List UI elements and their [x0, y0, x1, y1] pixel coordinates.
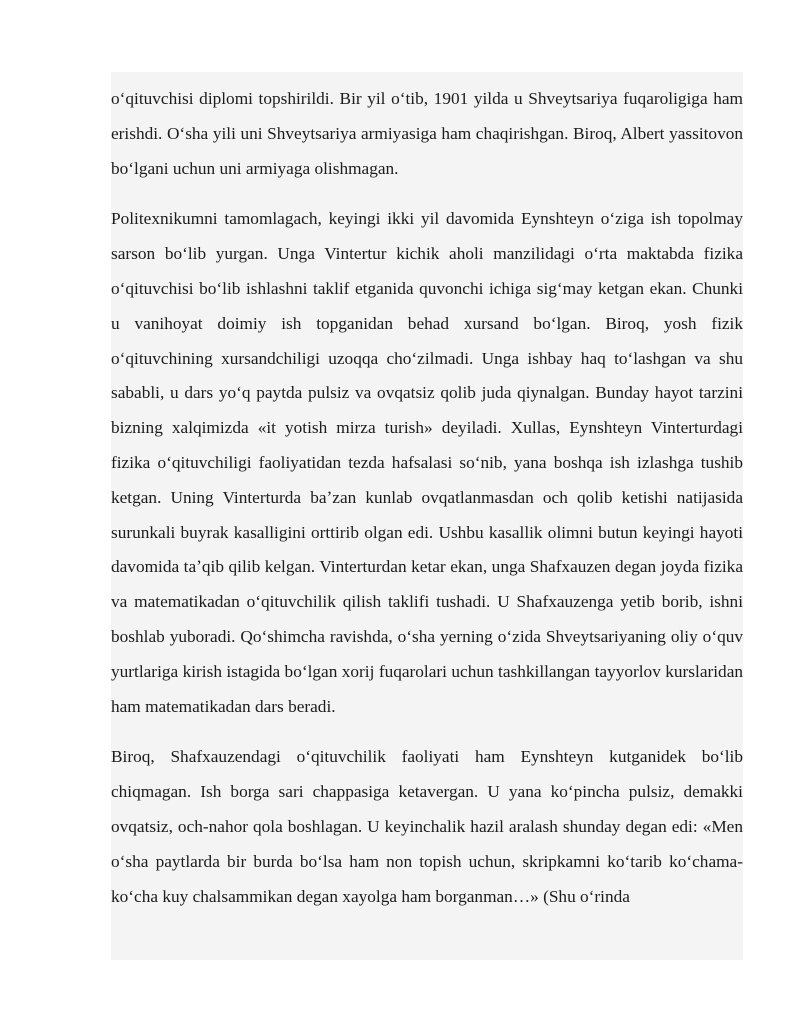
paragraph: Biroq, Shafxauzendagi oʻqituvchilik faoliyati ham Eynshteyn kutganidek boʻlib chiqmagan. Ish borga sari chappasiga ketavergan. U yana koʻpincha pulsiz, demakki ovqatsiz, och-nahor qola boshlagan. U keyinchalik hazil aralash shunday degan edi: «Men oʻsha paytlarda bir burda boʻlsa ham non topish uchun, skripkamni koʻtarib koʻchama-koʻcha kuy chalsammikan degan xayolga ham borganman…» (Shu oʻrinda [111, 747, 743, 906]
paragraph: oʻqituvchisi diplomi topshirildi. Bir yil oʻtib, 1901 yilda u Shveytsariya fuqaroligiga ham erishdi. Oʻsha yili uni Shveytsariya armiyasiga ham chaqirishgan. Biroq, Albert yassitovon boʻlgani uchun uni armiyaga olishmagan. [111, 89, 743, 178]
document-text-block [111, 72, 743, 960]
paragraph: Politexnikumni tamomlagach, keyingi ikki yil davomida Eynshteyn oʻziga ish topolmay sarson boʻlib yurgan. Unga Vintertur kichik aholi manzilidagi oʻrta maktabda fizika oʻqituvchisi boʻlib ishlashni taklif etganida quvonchi ichiga sigʻmay ketgan ekan. Chunki u vanihoyat doimiy ish topganidan behad xursand boʻlgan. Biroq, yosh fizik oʻqituvchining xursandchiligi uzoqqa choʻzilmadi. Unga ishbay haq toʻlashgan va shu sababli, u dars yoʻq paytda pulsiz va ovqatsiz qolib juda qiynalgan. Bunday hayot tarzini bizning xalqimizda «it yotish mirza turish» deyiladi. Xullas, Eynshteyn Vinterturdagi fizika oʻqituvchiligi faoliyatidan tezda hafsalasi soʻnib, yana boshqa ish izlashga tushib ketgan. Uning Vinterturda baʼzan kunlab ovqatlanmasdan och qolib ketishi natijasida surunkali buyrak kasalligini orttirib olgan edi. Ushbu kasallik olimni butun keyingi hayoti davomida taʼqib qilib kelgan. Vinterturdan ketar ekan, unga Shafxauzen degan joyda fizika va matematikadan oʻqituvchilik qilish taklifi tushadi. U Shafxauzenga yetib borib, ishni boshlab yuboradi. Qoʻshimcha ravishda, oʻsha yerning oʻzida Shveytsariyaning oliy oʻquv yurtlariga kirish istagida boʻlgan xorij fuqarolari uchun tashkillangan tayyorlov kurslaridan ham matematikadan dars beradi. [111, 209, 743, 716]
